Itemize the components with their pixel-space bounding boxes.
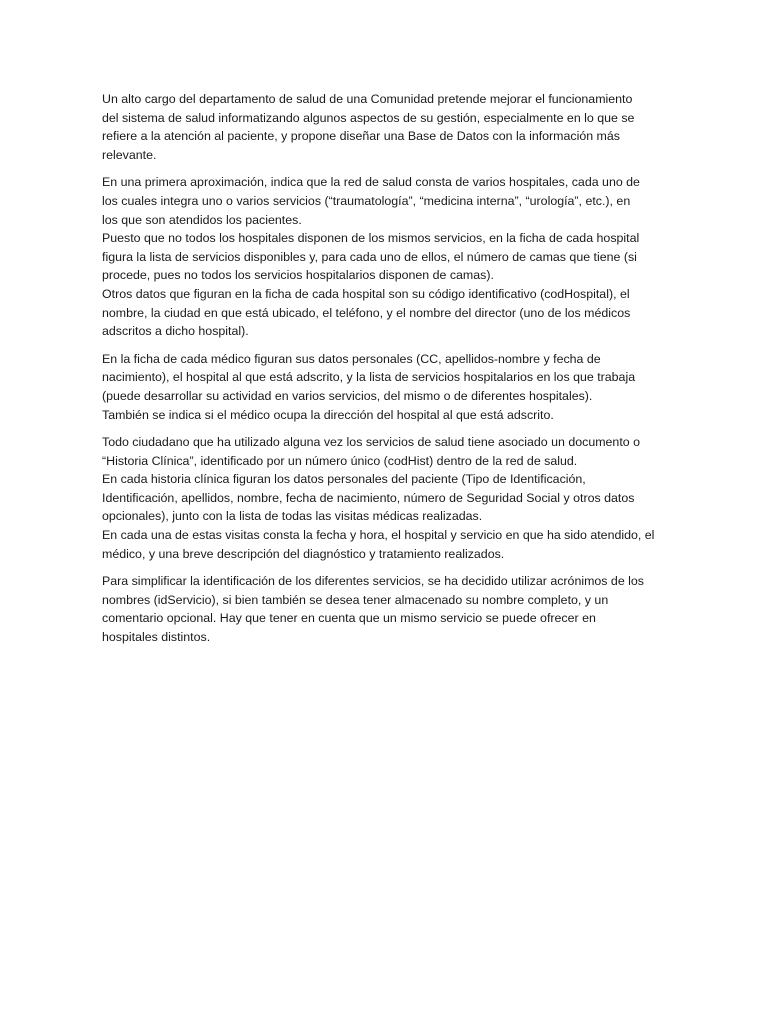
text-line: adscritos a dicho hospital). xyxy=(102,324,249,339)
text-line: Identificación, apellidos, nombre, fecha de nacimiento, número de Seguridad Social y otros datos xyxy=(102,490,635,505)
text-line: También se indica si el médico ocupa la dirección del hospital al que está adscrito. xyxy=(102,407,554,422)
text-line: Para simplificar la identificación de los diferentes servicios, se ha decidido utilizar acrónimos de los xyxy=(102,574,644,589)
text-line: (puede desarrollar su actividad en varios servicios, del mismo o de diferentes hospitales). xyxy=(102,388,593,403)
text-line: del sistema de salud informatizando algunos aspectos de su gestión, especialmente en lo que se xyxy=(102,110,635,125)
text-line: En una primera aproximación, indica que la red de salud consta de varios hospitales, cada uno de xyxy=(102,175,640,190)
text-line: En cada una de estas visitas consta la fecha y hora, el hospital y servicio en que ha sido atendido, el xyxy=(102,528,655,543)
text-line: En la ficha de cada médico figuran sus datos personales (CC, apellidos-nombre y fecha de xyxy=(102,351,601,366)
text-line: procede, pues no todos los servicios hospitalarios disponen de camas). xyxy=(102,268,494,283)
document-page xyxy=(102,90,662,656)
paragraph-intro xyxy=(102,90,662,164)
text-line: hospitales distintos. xyxy=(102,630,211,645)
text-line: figura la lista de servicios disponibles y, para cada uno de ellos, el número de camas que tiene (si xyxy=(102,249,637,264)
paragraph-patients xyxy=(102,433,662,563)
text-line: opcionales), junto con la lista de todas las visitas médicas realizadas. xyxy=(102,509,483,524)
paragraph-doctors xyxy=(102,350,662,424)
text-line: médico, y una breve descripción del diagnóstico y tratamiento realizados. xyxy=(102,546,505,561)
text-line: En cada historia clínica figuran los datos personales del paciente (Tipo de Identificación, xyxy=(102,472,586,487)
text-line: los que son atendidos los pacientes. xyxy=(102,212,302,227)
text-line: Todo ciudadano que ha utilizado alguna vez los servicios de salud tiene asociado un documento o xyxy=(102,435,640,450)
text-line: nombre, la ciudad en que está ubicado, el teléfono, y el nombre del director (uno de los médicos xyxy=(102,305,631,320)
text-line: Un alto cargo del departamento de salud de una Comunidad pretende mejorar el funcionamiento xyxy=(102,92,633,106)
text-line: nacimiento), el hospital al que está adscrito, y la lista de servicios hospitalarios en los que trabaja xyxy=(102,370,636,385)
text-line: “Historia Clínica”, identificado por un número único (codHist) dentro de la red de salud. xyxy=(102,453,578,468)
paragraph-hospitals xyxy=(102,173,662,340)
paragraph-services xyxy=(102,572,662,646)
text-line: relevante. xyxy=(102,147,157,162)
text-line: comentario opcional. Hay que tener en cuenta que un mismo servicio se puede ofrecer en xyxy=(102,611,596,626)
text-line: los cuales integra uno o varios servicios (“traumatología”, “medicina interna”, “urología”, etc.), en xyxy=(102,193,631,208)
text-line: Otros datos que figuran en la ficha de cada hospital son su código identificativo (codHospital), el xyxy=(102,286,630,301)
text-line: Puesto que no todos los hospitales disponen de los mismos servicios, en la ficha de cada hospital xyxy=(102,231,640,246)
text-line: nombres (idServicio), si bien también se desea tener almacenado su nombre completo, y un xyxy=(102,592,609,607)
text-line: refiere a la atención al paciente, y propone diseñar una Base de Datos con la información más xyxy=(102,129,620,144)
